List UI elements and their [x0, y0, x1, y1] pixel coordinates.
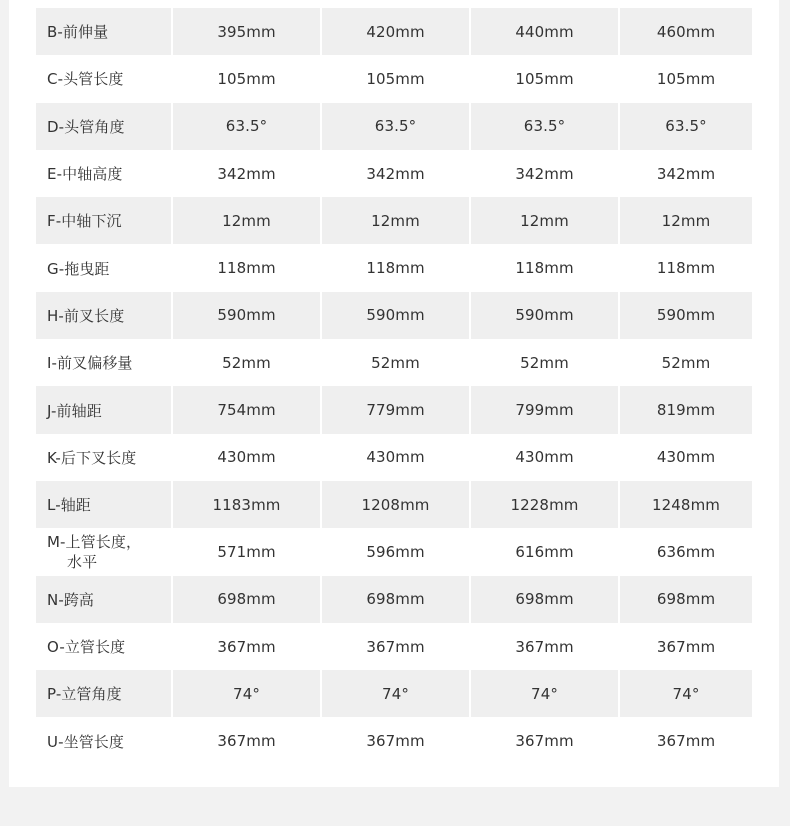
row-label: J-前轴距 — [36, 386, 171, 433]
table-row — [36, 197, 760, 244]
table-cell: 590mm — [173, 292, 320, 339]
table-cell: 698mm — [173, 576, 320, 623]
row-label: B-前伸量 — [36, 8, 171, 55]
row-label: H-前叉长度 — [36, 292, 171, 339]
table-cell: 12mm — [620, 197, 752, 244]
row-label: I-前叉偏移量 — [47, 354, 133, 373]
table-cell: 367mm — [515, 637, 574, 656]
row-label: E-中轴高度 — [47, 165, 123, 184]
table-cell: 342mm — [515, 164, 574, 183]
table-cell: 367mm — [515, 732, 574, 751]
table-cell: 395mm — [173, 8, 320, 55]
table-row — [36, 150, 760, 197]
table-cell: 430mm — [366, 448, 425, 467]
row-label: L-轴距 — [36, 481, 171, 528]
table-cell: 616mm — [515, 542, 574, 561]
row-label: K-后下叉长度 — [47, 448, 137, 467]
table-cell: 63.5° — [322, 103, 469, 150]
table-cell: 819mm — [620, 386, 752, 433]
table-cell: 754mm — [173, 386, 320, 433]
table-row — [36, 670, 760, 717]
row-label-line-1: M-上管长度， — [47, 532, 142, 551]
row-label-line-2: 水平 — [67, 552, 98, 571]
table-cell: 105mm — [366, 69, 425, 88]
table-cell: 342mm — [656, 164, 716, 183]
table-cell: 74° — [620, 670, 752, 717]
table-row — [36, 576, 760, 623]
table-row — [36, 528, 760, 575]
row-label: D-头管角度 — [36, 103, 171, 150]
row-label: N-跨高 — [36, 576, 171, 623]
table-cell: 430mm — [515, 448, 574, 467]
table-cell: 52mm — [222, 353, 271, 372]
table-cell: 799mm — [471, 386, 618, 433]
table-cell: 590mm — [620, 292, 752, 339]
geometry-table — [36, 8, 760, 765]
table-cell: 12mm — [322, 197, 469, 244]
table-cell: 367mm — [366, 637, 425, 656]
row-label: O-立管长度 — [47, 638, 126, 656]
row-label: U-坐管长度 — [47, 732, 124, 751]
table-cell: 105mm — [515, 69, 574, 88]
table-cell: 342mm — [366, 164, 425, 183]
table-cell: 52mm — [371, 353, 420, 372]
table-cell: 571mm — [217, 542, 276, 561]
table-cell: 1228mm — [471, 481, 618, 528]
table-cell: 74° — [322, 670, 469, 717]
table-cell: 118mm — [217, 259, 276, 278]
table-row — [36, 339, 760, 386]
table-cell: 779mm — [322, 386, 469, 433]
table-row — [36, 103, 760, 150]
geometry-table-card — [9, 0, 779, 787]
table-cell: 590mm — [322, 292, 469, 339]
table-cell: 63.5° — [620, 103, 752, 150]
table-cell: 1208mm — [322, 481, 469, 528]
table-cell: 52mm — [661, 353, 711, 372]
table-cell: 367mm — [366, 732, 425, 751]
table-cell: 118mm — [366, 259, 425, 278]
table-cell: 367mm — [656, 637, 716, 656]
table-cell: 105mm — [656, 69, 716, 88]
row-label: P-立管角度 — [36, 670, 171, 717]
table-cell: 1183mm — [173, 481, 320, 528]
table-cell: 367mm — [656, 732, 716, 751]
table-row — [36, 55, 760, 102]
table-row — [36, 623, 760, 670]
table-cell: 430mm — [217, 448, 276, 467]
table-cell: 460mm — [620, 8, 752, 55]
table-row — [36, 244, 760, 291]
table-row — [36, 8, 760, 55]
table-cell: 105mm — [217, 69, 276, 88]
row-label — [36, 528, 171, 575]
table-cell: 440mm — [471, 8, 618, 55]
table-cell: 636mm — [656, 542, 716, 561]
row-label: F-中轴下沉 — [36, 197, 171, 244]
table-cell: 52mm — [520, 353, 569, 372]
row-label: C-头管长度 — [47, 70, 124, 89]
table-row — [36, 717, 760, 764]
table-cell: 118mm — [656, 259, 716, 278]
table-cell: 63.5° — [173, 103, 320, 150]
table-cell: 698mm — [620, 576, 752, 623]
table-cell: 74° — [173, 670, 320, 717]
row-label: G-拖曳距 — [47, 259, 110, 278]
table-cell: 698mm — [471, 576, 618, 623]
table-cell: 590mm — [471, 292, 618, 339]
table-cell: 342mm — [217, 164, 276, 183]
table-cell: 12mm — [173, 197, 320, 244]
table-cell: 698mm — [322, 576, 469, 623]
table-cell: 74° — [471, 670, 618, 717]
table-cell: 118mm — [515, 259, 574, 278]
table-cell: 63.5° — [471, 103, 618, 150]
table-cell: 430mm — [656, 448, 716, 467]
table-row — [36, 386, 760, 433]
table-cell: 12mm — [471, 197, 618, 244]
table-row — [36, 292, 760, 339]
table-cell: 367mm — [217, 637, 276, 656]
table-cell: 420mm — [322, 8, 469, 55]
table-row — [36, 481, 760, 528]
table-cell: 1248mm — [620, 481, 752, 528]
table-cell: 596mm — [366, 542, 425, 561]
table-cell: 367mm — [217, 732, 276, 751]
table-row — [36, 434, 760, 481]
